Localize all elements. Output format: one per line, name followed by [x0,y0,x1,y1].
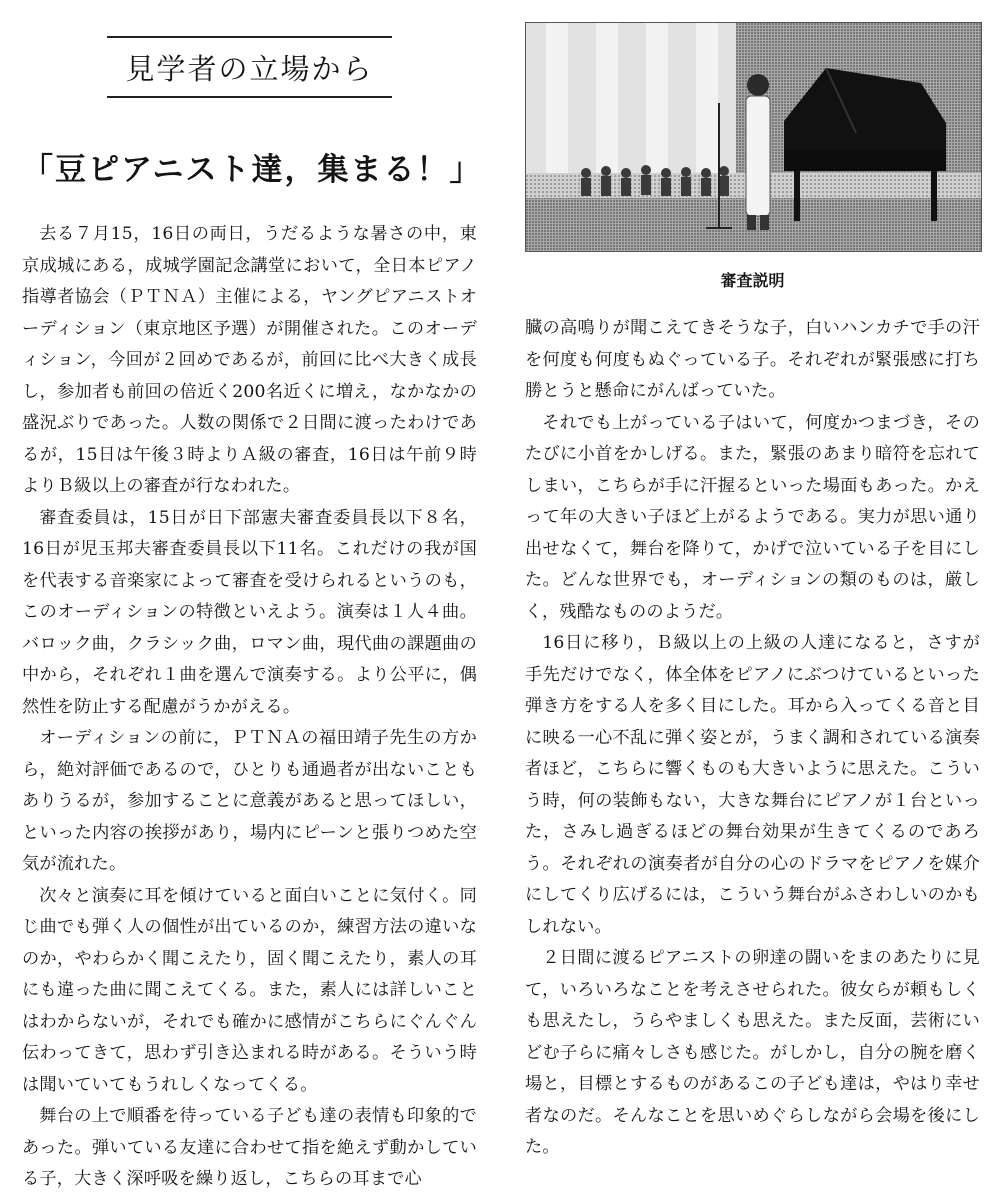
right-body [525,313,980,1164]
stage-photo [525,22,982,252]
paragraph: オーディションの前に，ＰＴＮＡの福田靖子先生の方から，絶対評価であるので，ひとりも通過者が出ないこともありうるが，参加することに意義があると思ってほしい，といった内容の挨拶があり，場内にピーンと張りつめた空気が流れた。 [22,728,477,874]
left-body [22,219,477,1196]
paragraph: ２日間に渡るピアニストの卵達の闘いをまのあたりに見て，いろいろなことを考えさせられた。彼女らが頼もしくも思えたし，うらやましくも思えた。また反面，芸術にいどむ子らに痛々しさも感じた。がしかし，自分の腕を磨く場と，目標とするものがあるこの子ども達は，やはり幸せ者なのだ。そんなことを思いめぐらしながら会場を後にした。 [525,948,980,1157]
photo-caption: 審査説明 [720,271,785,290]
article-headline: 「豆ピアニスト達，集まる！」 [22,152,483,188]
paragraph: 去る７月15，16日の両日，うだるような暑さの中，東京成城にある，成城学園記念講堂において，全日本ピアノ指導者協会（ＰＴＮＡ）主催による，ヤングピアニストオーディション（東京地区予選）が開催された。このオーディション，今回が２回めであるが，前回に比べ大きく成長し，参加者も前回の倍近く200名近くに増え，なかなかの盛況ぶりであった。人数の関係で２日間に渡ったわけであるが，15日は午後３時よりＡ級の審査，16日は午前９時よりＢ級以上の審査が行なわれた。 [22,224,477,496]
paragraph: 臓の高鳴りが聞こえてきそうな子，白いハンカチで手の汗を何度も何度もぬぐっている子。それぞれが緊張感に打ち勝とうと懸命にがんばっていた。 [525,318,980,401]
paragraph: それでも上がっている子はいて，何度かつまづき，そのたびに小首をかしげる。また，緊張のあまり暗符を忘れてしまい，こちらが手に汗握るといった場面もあった。かえって年の大きい子ほど上がるようである。実力が思い通り出せなくて，舞台を降りて，かげで泣いている子を目にした。どんな世界でも，オーディションの類のものは，厳しく，残酷なもののようだ。 [525,412,980,622]
right-column [525,0,980,1164]
left-column [22,30,483,1196]
paragraph: 次々と演奏に耳を傾けていると面白いことに気付く。同じ曲でも弾く人の個性が出ているのか，練習方法の違いなのか，やわらかく聞こえたり，固く聞こえたり，素人の耳にも違った曲に聞こえてくる。また，素人には詳しいことはわからないが，それでも確かに感情がこちらにぐんぐん伝わってきて，思わず引き込まれる時がある。そういう時は聞いていてもうれしくなってくる。 [22,885,477,1095]
paragraph: 審査委員は，15日が日下部憲夫審査委員長以下８名，16日が児玉邦夫審査委員長以下11名。これだけの我が国を代表する音楽家によって審査を受けられるというのも，このオーディションの特徴といえよう。演奏は１人４曲。バロック曲，クラシック曲，ロマン曲，現代曲の課題曲の中から，それぞれ１曲を選んで演奏する。より公平に，偶然性を防止する配慮がうかがえる。 [22,507,477,717]
stage-photo-illustration [526,23,981,251]
paragraph: 16日に移り，Ｂ級以上の上級の人達になると，さすが手先だけでなく，体全体をピアノにぶつけているといった弾き方をする人を多く目にした。耳から入ってくる音と目に映る一心不乱に弾く姿とが，うまく調和されている演奏者ほど，こちらに響くものも大きいように思えた。こういう時，何の装飾もない，大きな舞台にピアノが１台といった，さみし過ぎるほどの舞台効果が生きてくるのであろう。それぞれの演奏者が自分の心のドラマをピアノを媒介にしてくり広げるには，こういう舞台がふさわしいのかもしれない。 [525,633,980,937]
paragraph: 舞台の上で順番を待っている子ども達の表情も印象的であった。弾いている友達に合わせて指を絶えず動かしている子，大きく深呼吸を繰り返し，こちらの耳まで心 [22,1106,477,1189]
section-heading: 見学者の立場から [107,36,392,98]
